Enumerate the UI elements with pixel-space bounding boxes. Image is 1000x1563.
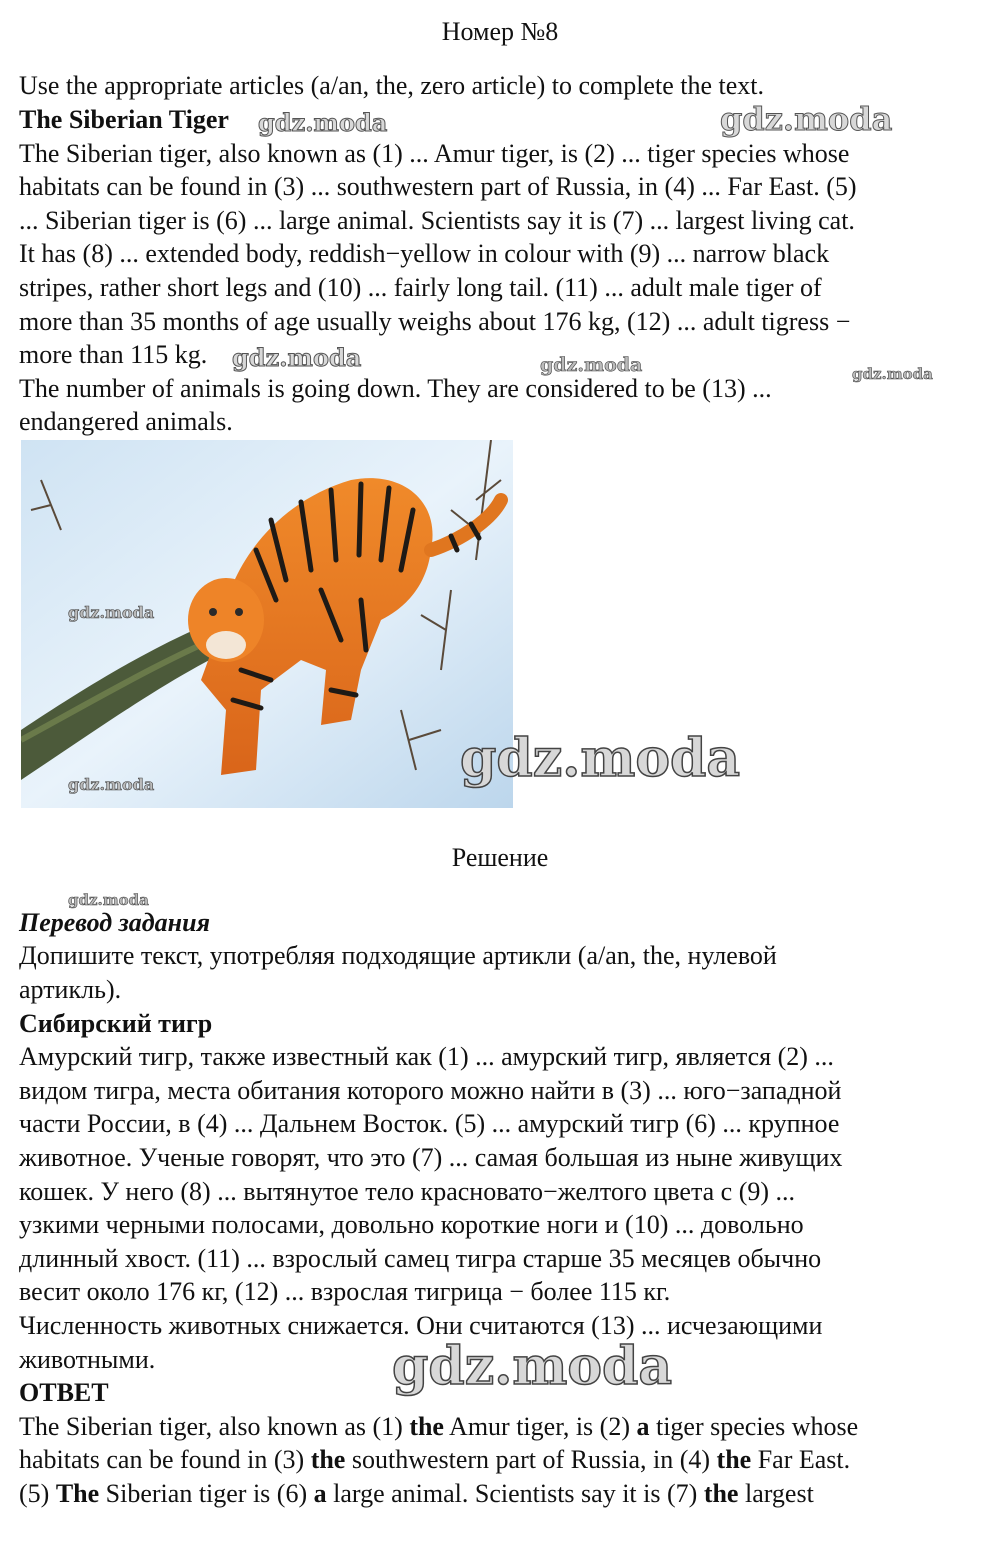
task-line-2: habitats can be found in (3) ... southwestern part of Russia, in (4) ... Far East. (5) (19, 172, 857, 201)
answer-text: (5) (19, 1479, 56, 1508)
answer-heading: ОТВЕТ (19, 1378, 109, 1407)
tiger-photo (21, 440, 513, 808)
answer-text: largest (738, 1479, 814, 1508)
ru-line-9: Численность животных снижается. Они считаются (13) ... исчезающими (19, 1311, 823, 1340)
ru-line-2: видом тигра, места обитания которого можно найти в (3) ... юго−западной (19, 1076, 842, 1105)
task-line-6: more than 35 months of age usually weighs about 176 kg, (12) ... adult tigress − (19, 307, 851, 336)
task-line-1: The Siberian tiger, also known as (1) ... Amur tiger, is (2) ... tiger species whose (19, 139, 850, 168)
task-line-8: The number of animals is going down. They are considered to be (13) ... (19, 374, 772, 403)
ru-line-4: животное. Ученые говорят, что это (7) ... самая большая из ныне живущих (19, 1143, 843, 1172)
answer-text: habitats can be found in (3) (19, 1445, 311, 1474)
watermark: gdz.moda (460, 728, 741, 789)
ru-line-5: кошек. У него (8) ... вытянутое тело красновато−желтого цвета с (9) ... (19, 1177, 796, 1206)
watermark: gdz.moda (68, 603, 155, 622)
translation-heading: Перевод задания (19, 908, 210, 937)
ru-line-3: части России, в (4) ... Дальнем Восток. (5) ... амурский тигр (6) ... крупное (19, 1109, 840, 1138)
answer-text: Far East. (751, 1445, 851, 1474)
task-title: The Siberian Tiger (19, 105, 229, 134)
ru-line-8: весит около 176 кг, (12) ... взрослая тигрица − более 115 кг. (19, 1277, 671, 1306)
watermark: gdz.moda (232, 343, 362, 372)
watermark: gdz.moda (392, 1336, 673, 1397)
answer-article: the (310, 1445, 346, 1474)
ru-line-10: животными. (19, 1345, 156, 1374)
task-line-3: ... Siberian tiger is (6) ... large animal. Scientists say it is (7) ... largest living cat. (19, 206, 855, 235)
answer-text: tiger species whose (649, 1412, 859, 1441)
translation-line-1: Допишите текст, употребляя подходящие артикли (a/an, the, нулевой (19, 941, 777, 970)
task-line-4: It has (8) ... extended body, reddish−yellow in colour with (9) ... narrow black (19, 239, 830, 268)
ru-line-1: Амурский тигр, также известный как (1) ... амурский тигр, является (2) ... (19, 1042, 834, 1071)
answer-article: a (313, 1479, 327, 1508)
answer-article: a (636, 1412, 650, 1441)
answer-line-1 (19, 1411, 858, 1443)
answer-article: the (703, 1479, 739, 1508)
watermark: gdz.moda (68, 891, 149, 909)
answer-text: large animal. Scientists say it is (7) (326, 1479, 704, 1508)
task-instruction: Use the appropriate articles (a/an, the, zero article) to complete the text. (19, 71, 764, 100)
task-line-7: more than 115 kg. (19, 340, 208, 369)
answer-text: Amur tiger, is (2) (443, 1412, 637, 1441)
answer-line-3 (19, 1478, 814, 1510)
answer-line-2 (19, 1444, 850, 1476)
exercise-number: Номер №8 (441, 17, 559, 46)
watermark: gdz.moda (852, 365, 933, 383)
task-line-5: stripes, rather short legs and (10) ... fairly long tail. (11) ... adult male tiger of (19, 273, 822, 302)
answer-article: The (55, 1479, 100, 1508)
watermark: gdz.moda (720, 100, 893, 138)
ru-line-6: узкими черными полосами, довольно короткие ноги и (10) ... довольно (19, 1210, 804, 1239)
solution-heading: Решение (451, 843, 549, 872)
answer-text: The Siberian tiger, also known as (1) (19, 1412, 410, 1441)
watermark: gdz.moda (258, 108, 388, 137)
ru-title: Сибирский тигр (19, 1009, 213, 1038)
answer-text: Siberian tiger is (6) (99, 1479, 314, 1508)
watermark: gdz.moda (540, 354, 643, 376)
answer-text: southwestern part of Russia, in (4) (345, 1445, 717, 1474)
ru-line-7: длинный хвост. (11) ... взрослый самец тигра старше 35 месяцев обычно (19, 1244, 822, 1273)
answer-article: the (716, 1445, 752, 1474)
task-line-9: endangered animals. (19, 407, 233, 436)
answer-article: the (409, 1412, 444, 1441)
watermark: gdz.moda (68, 775, 155, 794)
translation-line-2: артикль). (19, 975, 122, 1004)
